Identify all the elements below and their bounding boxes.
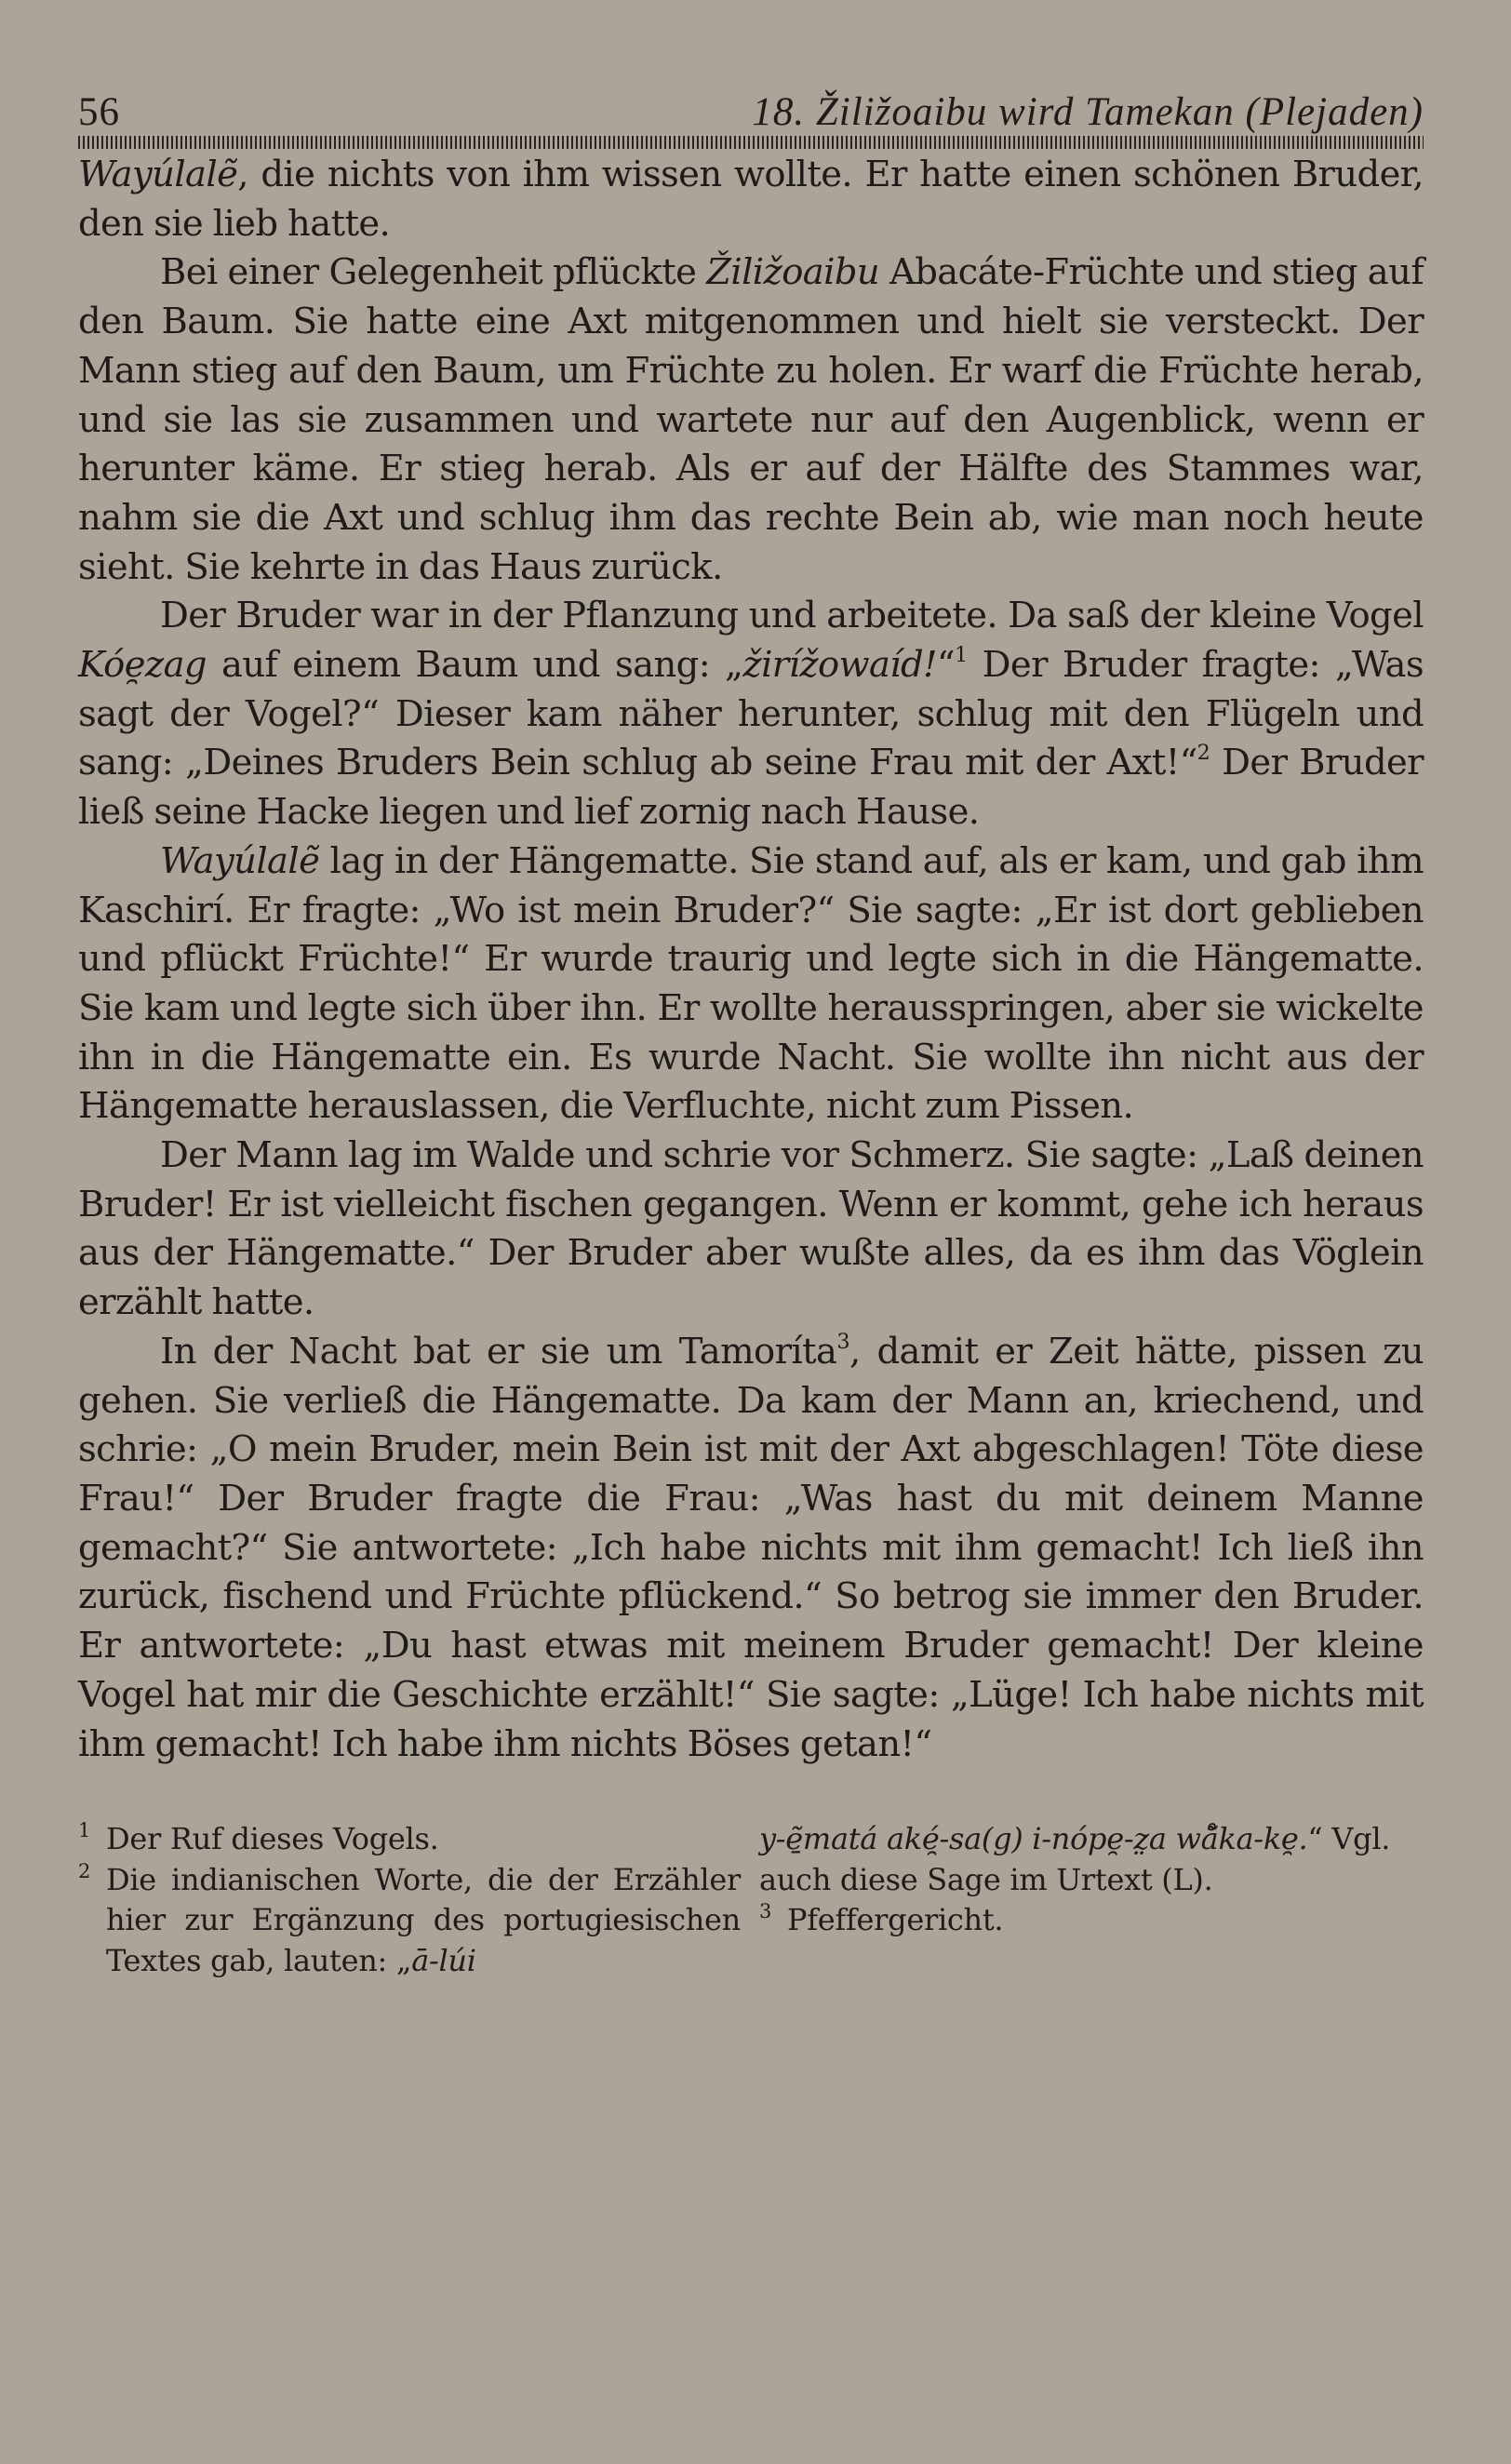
paragraph <box>78 592 1424 837</box>
footnotes-left-column <box>78 1819 741 1981</box>
story-text <box>78 151 1424 1769</box>
book-page <box>78 89 1424 1981</box>
footnote <box>78 1860 741 1982</box>
text-run: Der Bruder ließ seine Hacke liegen und lief zornig nach Hause. <box>78 742 1424 834</box>
text-run: Die indianischen Worte, die der Erzähler hier zur Ergänzung des portugiesischen Textes gab, lauten: „ <box>106 1861 741 1978</box>
footnote-number: 3 <box>759 1900 772 1923</box>
page-header <box>78 89 1424 136</box>
text-run: Bei einer Gelegenheit pflückte <box>160 251 707 294</box>
footnote-number: 1 <box>78 1819 91 1842</box>
italic-term: Žiližoaibu <box>706 251 880 294</box>
text-run: lag in der Hängematte. Sie stand auf, als er kam, und gab ihm Kaschirí. Er fragte: „Wo ist mein Bruder?“ Sie sagte: „Er ist dort geblieben und pflückt Früchte!“ Er wurde traurig und legte sich in die Hängematte. Sie kam und legte sich über ihn. Er wollte herausspringen, aber sie wickelte ihn in die Hängematte ein. Es wurde Nacht. Sie wollte ihn nicht aus der Hängematte herauslassen, die Verfluchte, nicht zum Pissen. <box>78 839 1424 1128</box>
paragraph <box>78 1132 1424 1328</box>
footnote <box>759 1900 1424 1941</box>
text-run: “ Vgl. auch diese Sage im Urtext (L). <box>759 1821 1391 1897</box>
text-run: Der Bruder fragte: „Was sagt der Vogel?“ Dieser kam näher herunter, schlug mit den Flügeln und sang: „Deines Bruders Bein schlug ab seine Frau mit der Axt!“ <box>78 644 1424 784</box>
italic-term: ā-lúi <box>411 1942 476 1978</box>
footnote-continuation <box>759 1819 1424 1900</box>
footnotes-right-column <box>759 1819 1424 1981</box>
text-run: auf einem Baum und sang: „ <box>206 644 743 687</box>
text-run: Der Mann lag im Walde und schrie vor Schmerz. Sie sagte: „Laß deinen Bruder! Er ist vielleicht fischen gegangen. Wenn er kommt, gehe ich heraus aus der Hängematte.“ Der Bruder aber wußte alles, da es ihm das Vöglein erzählt hatte. <box>78 1134 1424 1324</box>
text-run: , die nichts von ihm wissen wollte. Er hatte einen schönen Bruder, den sie lieb hatte. <box>78 154 1424 245</box>
text-run: , damit er Zeit hätte, pissen zu gehen. Sie verließ die Hängematte. Da kam der Mann an, kriechend, und schrie: „O mein Bruder, mein Bein ist mit der Axt abgeschlagen! Töte diese Frau!“ Der Bruder fragte die Frau: „Was hast du mit deinem Manne gemacht?“ Sie antwortete: „Ich habe nichts mit ihm gemacht! Ich ließ ihn zurück, fischend und Früchte pflückend.“ So betrog sie immer den Bruder. Er antwortete: „Du hast etwas mit meinem Bruder gemacht! Der kleine Vogel hat mir die Geschichte erzählt!“ Sie sagte: „Lüge! Ich habe nichts mit ihm gemacht! Ich habe ihm nichts Böses getan!“ <box>78 1330 1424 1765</box>
text-run: In der Nacht bat er sie um Tamoríta <box>160 1330 837 1373</box>
italic-term: Kóe̯zag <box>78 644 207 687</box>
italic-term: y-ẽ̱matá aké̯-sa(g) i-nópe̯-z̤a wå̃ka-ke̯. <box>759 1821 1308 1857</box>
footnote-reference: 2 <box>1197 741 1210 766</box>
footnote-number: 2 <box>78 1859 91 1882</box>
footnote-reference: 3 <box>836 1329 849 1354</box>
italic-term: žirížowaíd! <box>742 644 937 687</box>
paragraph <box>78 248 1424 592</box>
text-run: Pfeffergericht. <box>787 1902 1004 1938</box>
paragraph <box>78 1328 1424 1769</box>
paragraph <box>78 151 1424 248</box>
text-run: Der Ruf dieses Vogels. <box>106 1821 439 1857</box>
footnote <box>78 1819 741 1860</box>
text-run: Der Bruder war in der Pflanzung und arbeitete. Da saß der kleine Vogel <box>160 595 1424 637</box>
text-run: Abacáte-Früchte und stieg auf den Baum. Sie hatte eine Axt mitgenommen und hielt sie versteckt. Der Mann stieg auf den Baum, um Früchte zu holen. Er warf die Früchte herab, und sie las sie zusammen und wartete nur auf den Augenblick, wenn er herunter käme. Er stieg herab. Als er auf der Hälfte des Stammes war, nahm sie die Axt und schlug ihm das rechte Bein ab, wie man noch heute sieht. Sie kehrte in das Haus zurück. <box>78 251 1424 588</box>
italic-term: Wayúlalẽ <box>160 839 320 882</box>
page-number: 56 <box>78 90 120 134</box>
running-title: 18. Žiližoaibu wird Tamekan (Plejaden) <box>752 90 1424 134</box>
footnote-reference: 1 <box>955 642 968 667</box>
footnotes <box>78 1819 1424 1981</box>
text-run: “ <box>936 644 956 687</box>
italic-term: Wayúlalẽ <box>78 154 238 195</box>
header-rule <box>78 136 1424 149</box>
paragraph <box>78 837 1424 1132</box>
